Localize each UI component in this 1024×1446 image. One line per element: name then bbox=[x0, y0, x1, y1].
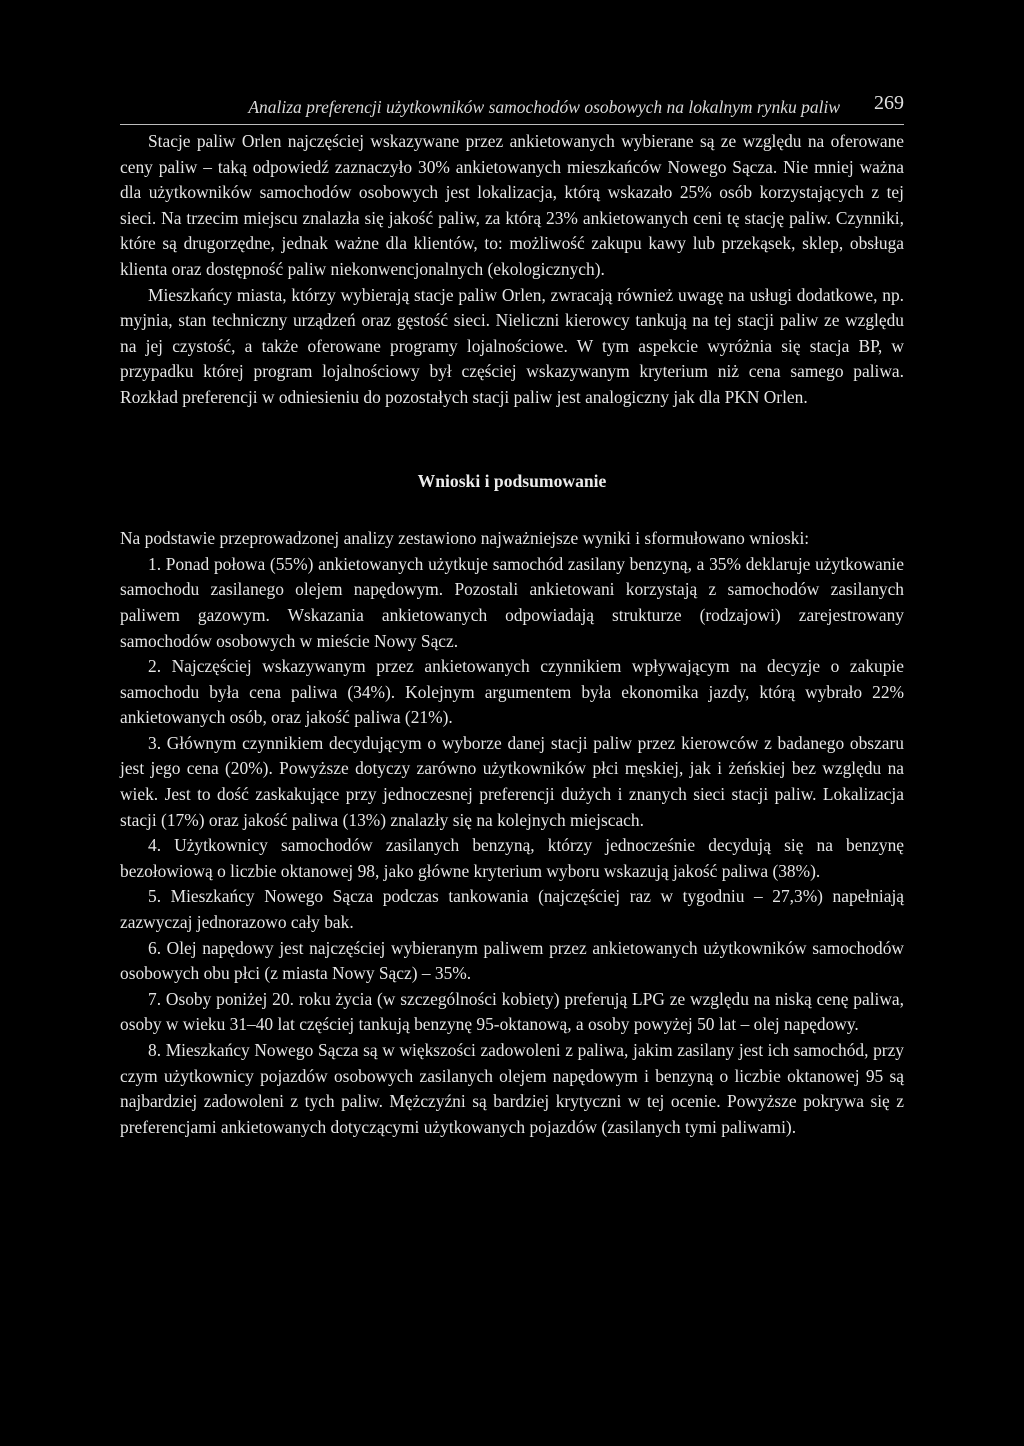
list-item: 8. Mieszkańcy Nowego Sącza są w większości zadowoleni z paliwa, jakim zasilany jest ich samochód, przy czym użytkownicy pojazdów osobowych zasilanych olejem napędowym i benzyną o liczbie oktanowej 95 są najbardziej zadowoleni z tych paliw. Mężczyźni są bardziej krytyczni w tej ocenie. Powyższe pokrywa się z preferencjami ankietowanych dotyczącymi użytkowanych pojazdów (zasilanych tymi paliwami). bbox=[120, 1040, 904, 1137]
list-item: 5. Mieszkańcy Nowego Sącza podczas tankowania (najczęściej raz w tygodniu – 27,3%) napełniają zazwyczaj jednorazowo cały bak. bbox=[120, 886, 904, 933]
paragraph: Stacje paliw Orlen najczęściej wskazywane przez ankietowanych wybierane są ze względu na oferowane ceny paliw – taką odpowiedź zaznaczyło 30% ankietowanych mieszkańców Nowego Sącza. Nie mniej ważna dla użytkowników samochodów osobowych jest lokalizacja, którą wskazało 25% osób korzystających z tej sieci. Na trzecim miejscu znalazła się jakość paliw, za którą 23% ankietowanych ceni tę stację paliw. Czynniki, które są drugorzędne, jednak ważne dla klientów, to: możliwość zakupu kawy lub przekąsek, sklep, obsługa klienta oraz dostępność paliw niekonwencjonalnych (ekologicznych). bbox=[120, 131, 904, 279]
document-page bbox=[120, 92, 904, 1140]
list-item: 2. Najczęściej wskazywanym przez ankietowanych czynnikiem wpływającym na decyzje o zakupie samochodu była cena paliwa (34%). Kolejnym argumentem była ekonomika jazdy, którą wybrało 22% ankietowanych osób, oraz jakość paliwa (21%). bbox=[120, 656, 904, 728]
paragraph: Mieszkańcy miasta, którzy wybierają stacje paliw Orlen, zwracają również uwagę na usługi dodatkowe, np. myjnia, stan techniczny urządzeń oraz gęstość sieci. Nieliczni kierowcy tankują na tej stacji paliw ze względu na jej czystość, a także oferowane programy lojalnościowe. W tym aspekcie wyróżnia się stacja BP, w przypadku której program lojalnościowy był częściej wskazywanym kryterium niż cena samego paliwa. Rozkład preferencji w odniesieniu do pozostałych stacji paliw jest analogiczny jak dla PKN Orlen. bbox=[120, 284, 904, 407]
running-title: Analiza preferencji użytkowników samochodów osobowych na lokalnym rynku paliw bbox=[248, 97, 840, 117]
list-item: 1. Ponad połowa (55%) ankietowanych użytkuje samochód zasilany benzyną, a 35% deklaruje użytkowanie samochodu zasilanego olejem napędowym. Pozostali ankietowani korzystają z samochodów zasilanych paliwem gazowym. Wskazania ankietowanych odpowiadają strukturze (rodzajowi) zarejestrowany samochodów osobowych w mieście Nowy Sącz. bbox=[120, 553, 904, 651]
list-item: 3. Głównym czynnikiem decydującym o wyborze danej stacji paliw przez kierowców z badanego obszaru jest jego cena (20%). Powyższe dotyczy zarówno użytkowników płci męskiej, jak i żeńskiej bez względu na wiek. Jest to dość zaskakujące przy jednoczesnej preferencji dużych i znanych sieci stacji paliw. Lokalizacja stacji (17%) oraz jakość paliwa (13%) znalazły się na kolejnych miejscach. bbox=[120, 732, 904, 830]
section-heading: Wnioski i podsumowanie bbox=[417, 470, 607, 491]
section-intro: Na podstawie przeprowadzonej analizy zestawiono najważniejsze wyniki i sformułowano wnioski: bbox=[120, 528, 810, 549]
list-item: 6. Olej napędowy jest najczęściej wybieranym paliwem przez ankietowanych użytkowników samochodów osobowych obu płci (z miasta Nowy Sącz) – 35%. bbox=[120, 937, 904, 984]
list-item: 7. Osoby poniżej 20. roku życia (w szczególności kobiety) preferują LPG ze względu na niską cenę paliwa, osoby w wieku 31–40 lat częściej tankują benzynę 95-oktanową, a osoby powyżej 50 lat – olej napędowy. bbox=[120, 988, 904, 1035]
body-text bbox=[120, 129, 904, 1140]
running-header bbox=[120, 92, 904, 125]
conclusions-list bbox=[120, 552, 904, 1141]
list-item: 4. Użytkownicy samochodów zasilanych benzyną, którzy jednocześnie decydują się na benzynę bezołowiową o liczbie oktanowej 98, jako główne kryterium wyboru wskazują jakość paliwa (38%). bbox=[120, 835, 904, 881]
page-number: 269 bbox=[874, 92, 904, 114]
